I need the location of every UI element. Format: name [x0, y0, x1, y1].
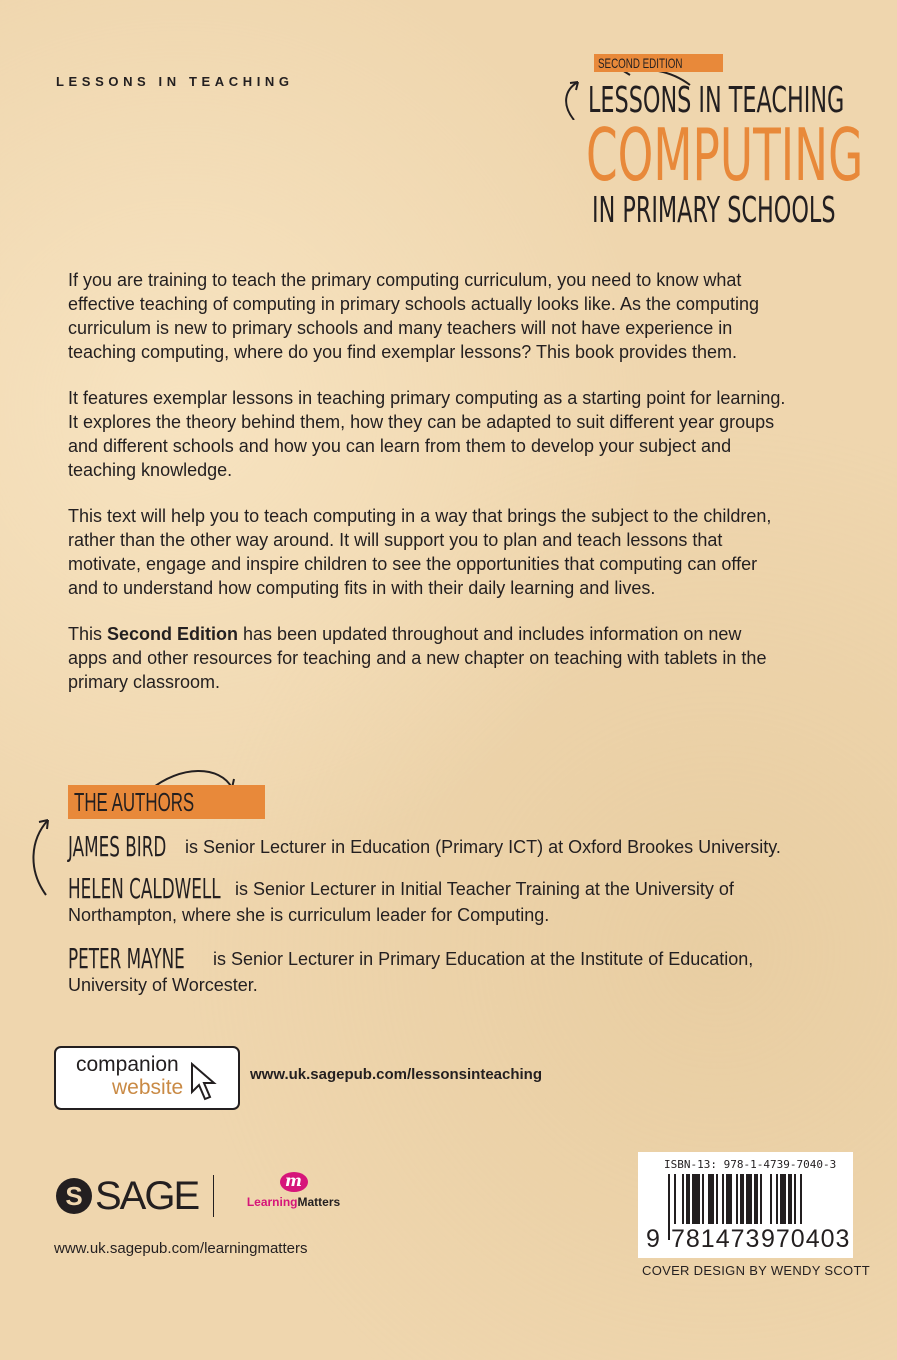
digit: 9 [646, 1225, 660, 1253]
authors-label: THE AUTHORS [68, 785, 265, 819]
cursor-icon [190, 1062, 220, 1104]
paragraph-3 [68, 504, 848, 600]
barcode-bar [722, 1174, 724, 1224]
publisher-url[interactable]: www.uk.sagepub.com/learningmatters [54, 1240, 308, 1257]
text: has been updated throughout and includes information on new [238, 624, 742, 644]
author-peter-mayne [68, 942, 848, 998]
paragraph-1 [68, 268, 848, 364]
edition-badge: SECOND EDITION [594, 54, 723, 72]
author-name: PETER MAYNE [68, 942, 185, 975]
text-line: It features exemplar lessons in teaching primary computing as a starting point for learning. [68, 388, 786, 408]
isbn-label: ISBN-13: 978-1-4739-7040-3 [664, 1158, 837, 1171]
sage-wordmark: SAGE [95, 1174, 199, 1218]
author-helen-caldwell [68, 872, 848, 928]
barcode-bar [692, 1174, 700, 1224]
sage-logo [54, 1174, 198, 1218]
text-line: This text will help you to teach computing in a way that brings the subject to the children, [68, 506, 772, 526]
barcode-bar [686, 1174, 690, 1224]
barcode-digits [646, 1224, 851, 1254]
author-bio: University of Worcester. [68, 975, 258, 995]
author-name: HELEN CALDWELL [68, 872, 221, 905]
author-bio: is Senior Lecturer in Initial Teacher Training at the University of [230, 879, 734, 899]
barcode-bar [682, 1174, 684, 1224]
author-james-bird [68, 830, 848, 863]
barcode-bar [770, 1174, 772, 1224]
barcode-bar [794, 1174, 796, 1224]
barcode-bar [740, 1174, 744, 1224]
author-bio: is Senior Lecturer in Education (Primary ICT) at Oxford Brookes University. [180, 837, 781, 857]
sage-s-icon [54, 1176, 94, 1216]
barcode-bar [702, 1174, 704, 1224]
barcode-bar [788, 1174, 792, 1224]
barcode-bar [776, 1174, 778, 1224]
barcode-bar [708, 1174, 714, 1224]
barcode-bar [736, 1174, 738, 1224]
title-line-3: IN PRIMARY SCHOOLS [592, 190, 836, 231]
companion-website-badge [54, 1046, 240, 1110]
digits: 970403 [761, 1225, 851, 1253]
svg-text:S: S [65, 1181, 83, 1211]
text-line: teaching computing, where do you find exemplar lessons? This book provides them. [68, 342, 738, 362]
website-label: website [112, 1076, 184, 1099]
lm-text: Matters [297, 1195, 341, 1209]
author-name: JAMES BIRD [68, 830, 167, 863]
learning-matters-logo [246, 1172, 341, 1209]
divider [213, 1175, 214, 1217]
barcode-bar [726, 1174, 732, 1224]
text-line: teaching knowledge. [68, 460, 233, 480]
text-line: rather than the other way around. It will support you to plan and teach lessons that [68, 530, 723, 550]
author-bio: Northampton, where she is curriculum leader for Computing. [68, 905, 550, 925]
text-line: motivate, engage and inspire children to see the opportunities that computing can offer [68, 554, 758, 574]
lm-text: Learning [246, 1195, 298, 1209]
cover-credit: COVER DESIGN BY WENDY SCOTT [642, 1263, 870, 1278]
digits: 781473 [671, 1225, 761, 1253]
paragraph-2 [68, 386, 848, 482]
lm-mark-icon: m [280, 1172, 308, 1192]
barcode-bar [760, 1174, 762, 1224]
paragraph-4 [68, 622, 848, 694]
text: This [68, 624, 108, 644]
barcode-bar [746, 1174, 752, 1224]
title-line-2: COMPUTING [586, 113, 864, 197]
companion-label: companion [76, 1053, 179, 1076]
text-line: primary classroom. [68, 672, 221, 692]
barcode-bar [754, 1174, 758, 1224]
companion-url[interactable]: www.uk.sagepub.com/lessonsinteaching [250, 1066, 543, 1083]
text-line: If you are training to teach the primary computing curriculum, you need to know what [68, 270, 742, 290]
text-line: effective teaching of computing in primary schools actually looks like. As the computing [68, 294, 760, 314]
text-line: It explores the theory behind them, how they can be adapted to suit different year groups [68, 412, 775, 432]
bold-text: Second Edition [107, 624, 239, 644]
text-line: and different schools and how you can learn from them to develop your subject and [68, 436, 732, 456]
text-line: curriculum is new to primary schools and many teachers will not have experience in [68, 318, 733, 338]
barcode [638, 1152, 853, 1258]
barcode-bar [780, 1174, 786, 1224]
text-line: and to understand how computing fits in with their daily learning and lives. [68, 578, 656, 598]
author-bio: is Senior Lecturer in Primary Education at the Institute of Education, [208, 949, 754, 969]
text-line: apps and other resources for teaching and a new chapter on teaching with tablets in the [68, 648, 767, 668]
title-line-1: LESSONS IN TEACHING [588, 80, 845, 121]
barcode-bar [716, 1174, 718, 1224]
blurb [68, 268, 848, 716]
series-label: LESSONS IN TEACHING [56, 74, 294, 89]
